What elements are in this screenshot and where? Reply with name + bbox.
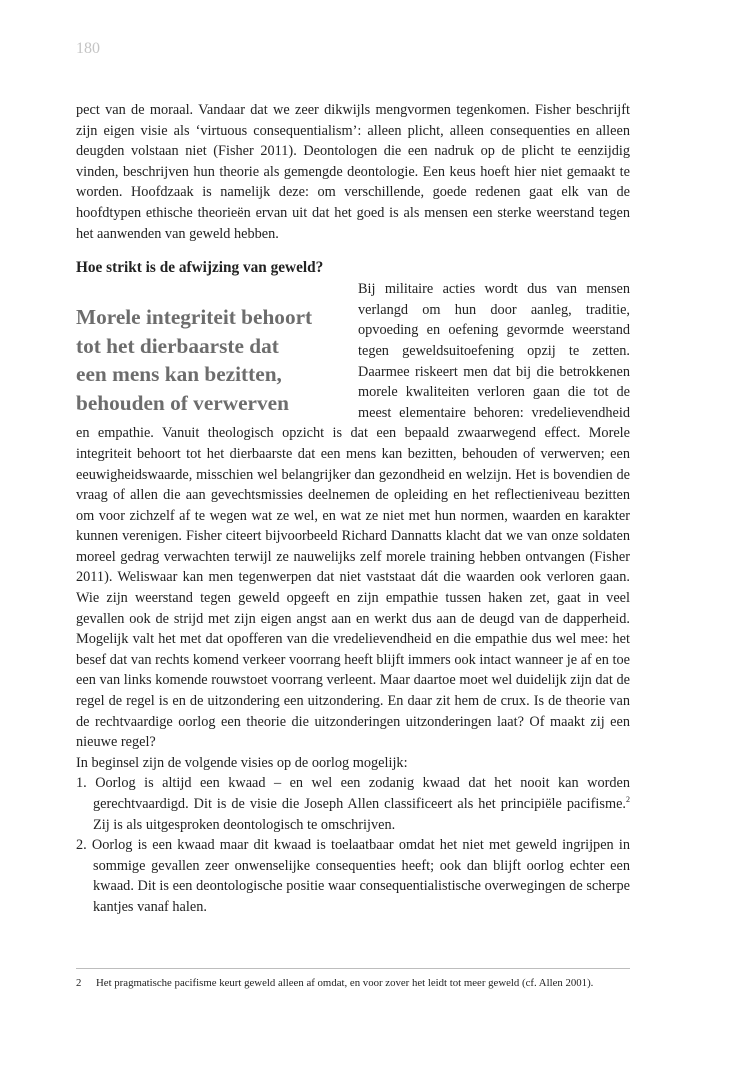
- list-item-text: Oorlog is altijd een kwaad – en wel een zodanig kwaad dat het nooit kan worden gerechtvaardigd. Dit is de visie die Joseph Allen classificeert als het principiële pacifisme.: [93, 775, 630, 812]
- footnote-text: Het pragmatische pacifisme keurt geweld alleen af omdat, en voor zover het leidt tot meer geweld (cf. Allen 2001).: [96, 977, 594, 989]
- paragraph-body: [76, 279, 630, 753]
- pull-quote-line: behouden of verwerven: [76, 390, 289, 415]
- list-item-text: Oorlog is een kwaad maar dit kwaad is toelaatbaar omdat het niet met geweld ingrijpen in sommige gevallen zeer onwenselijke consequenties heeft; ook dan blijft oorlog echter een kwaad. Dit is een deontologische positie waar consequentialistische overwegingen de scherpe kantjes vanaf halen.: [91, 837, 630, 915]
- footnote-reference: 2: [626, 795, 630, 805]
- pull-quote: [76, 303, 344, 417]
- pull-quote-line: tot het dierbaarste dat: [76, 333, 279, 358]
- list-marker: 2.: [76, 837, 87, 854]
- list-item: [76, 773, 630, 835]
- section-heading: Hoe strikt is de afwijzing van geweld?: [76, 259, 324, 277]
- main-text-column: [76, 100, 630, 918]
- paragraph-body-text: Bij militaire acties wordt dus van mensen verlangd om hun door aanleg, traditie, opvoeding en oefening gevormde weerstand tegen geweldsuitoefening opzij te zetten. Daarmee riskeert men dat bij die betrokkenen morele kwaliteiten verloren gaan die tot de meest elementaire behoren: vredelievendheid en empathie. Vanuit theologisch opzicht is dat een bepaald zwaarwegend effect. Morele integriteit behoort tot het dierbaarste dat een mens kan bezitten, behouden of verwerven; een eeuwigheidswaarde, misschien wel belangrijker dan gezondheid en welzijn. Het is bovendien de vraag of allen die aan gevechtsmissies deelnemen de opleiding en het reflectieniveau bezitten om voor zichzelf af te wegen wat ze wel, en wat ze niet met hun normen, waarden en karakter kunnen verenigen. Fisher citeert bijvoorbeeld Richard Dannatts klacht dat we van onze soldaten moreel gedrag verwachten terwijl ze nauwelijks zelf morele training hebben ontvangen (Fisher 2011). Weliswaar kan men tegenwerpen dat niet vaststaat dát die waarden ook verloren gaan. Wie zijn weerstand tegen geweld opgeeft en zijn empathie tussen haken zet, gaat in veel gevallen ook de strijd met zijn eigen angst aan en werkt dus aan de deugd van de dapperheid. Mogelijk valt het met dat opofferen van die vredelievendheid en die empathie dus wel mee: het besef dat van rechts komend verkeer voorrang heeft blijft immers ook intact wanneer je af en toe een van links komende rouwstoet voorrang verleent. Maar daartoe moet wel duidelijk zijn dat de regel de regel is en de uitzondering een uitzondering. En daar zit hem de crux. Is de theorie van de rechtvaardige oorlog een theorie die uitzonderingen uitzonderingen laat? Of maakt zij een nieuwe regel?: [76, 281, 630, 751]
- pull-quote-line: Morele integriteit behoort: [76, 305, 313, 330]
- page-number: 180: [76, 40, 100, 57]
- paragraph-intro: pect van de moraal. Vandaar dat we zeer dikwijls mengvormen tegenkomen. Fisher beschrijft zijn eigen visie als ‘virtuous consequentialism’: alleen plicht, alleen consequenties en alleen deugden volstaan niet (Fisher 2011). Deontologen die een nadruk op de plicht te eenzijdig vinden, beschrijven hun theorie als gemengde deontologie. Een keus hoeft hier niet gemaakt te worden. Hoofdzaak is namelijk deze: om verschillende, goede redenen gaat elk van de hoofdtypen ethische theorieën ervan uit dat het goed is als mensen een sterke weerstand tegen het aanwenden van geweld hebben.: [76, 102, 630, 242]
- paragraph-list-intro: In beginsel zijn de volgende visies op de oorlog mogelijk:: [76, 754, 408, 771]
- pull-quote-line: een mens kan bezitten,: [76, 362, 282, 387]
- footnote-number: 2: [76, 977, 82, 989]
- footnote: [76, 968, 630, 991]
- list-item-text-continued: Zij is als uitgesproken deontologisch te omschrijven.: [93, 816, 396, 833]
- list-marker: 1.: [76, 775, 87, 792]
- list-item: [76, 835, 630, 917]
